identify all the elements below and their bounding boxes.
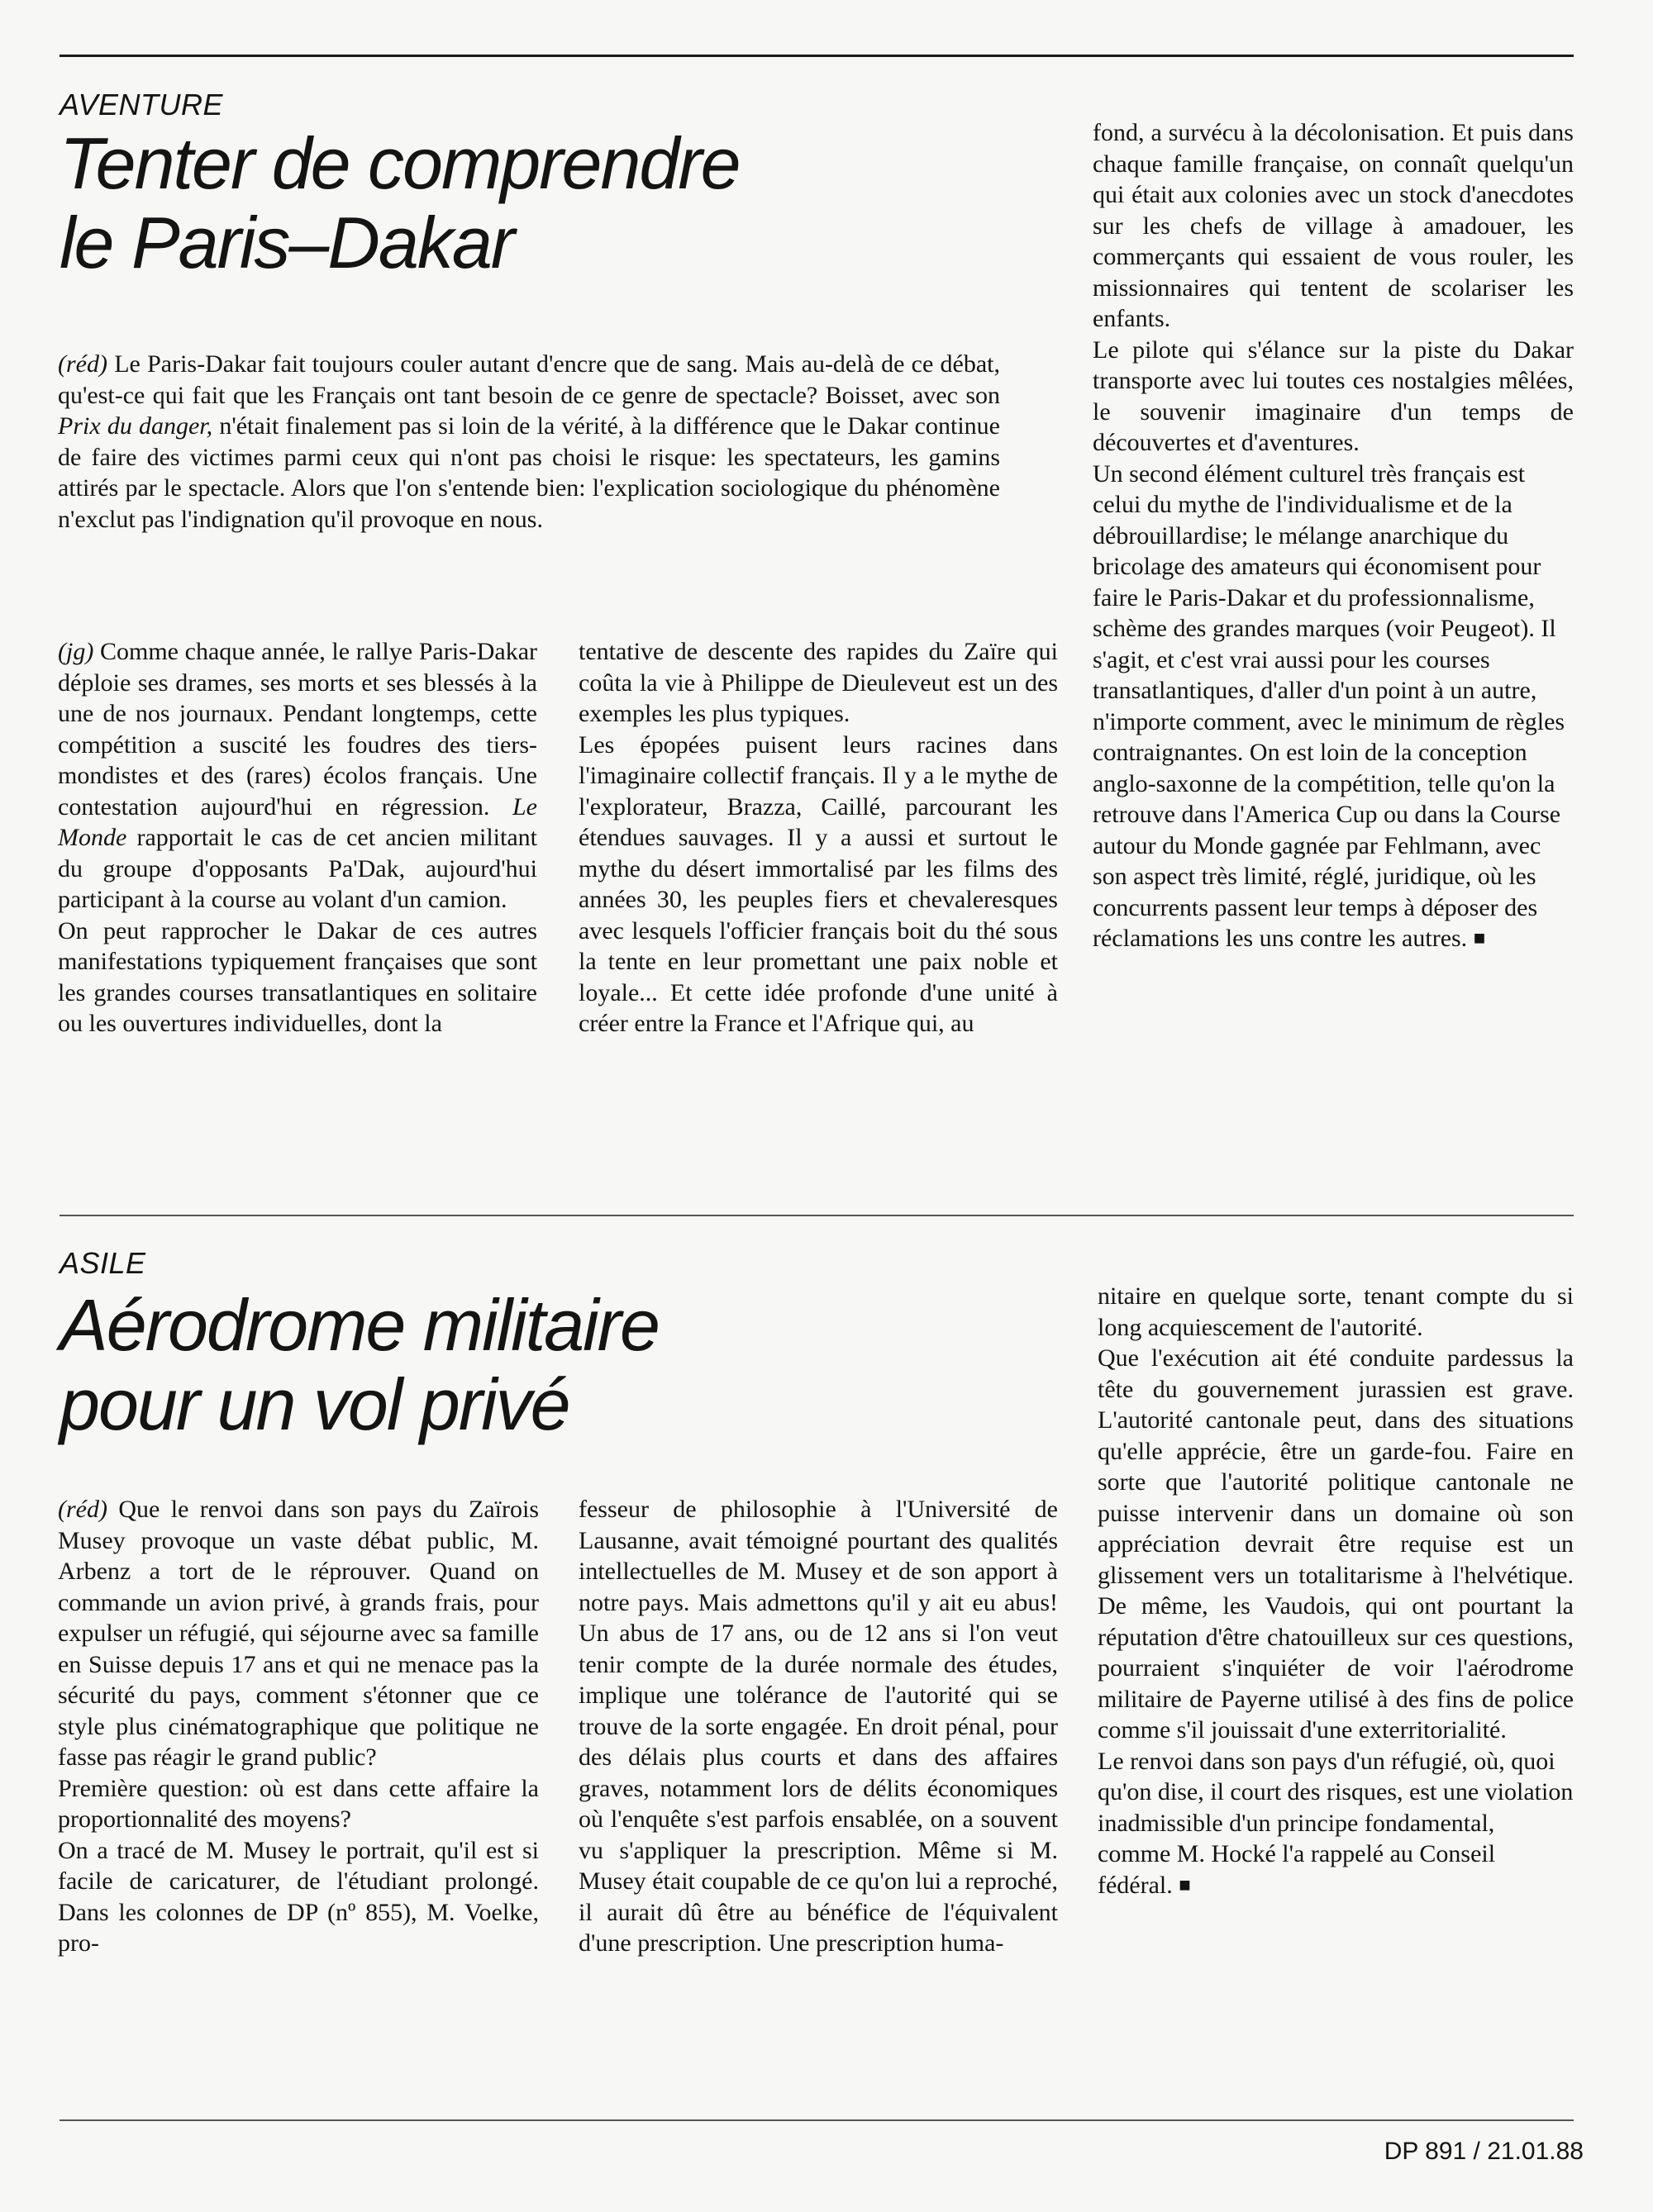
article2-col3-p1: nitaire en quelque sorte, tenant compte du si long acquiescement de l'autorité. bbox=[1098, 1282, 1574, 1341]
article1-column-3 bbox=[1093, 117, 1574, 955]
article2-col1-p1: Que le renvoi dans son pays du Zaïrois Musey provoque un vaste débat public, M. Arbenz a tort de le réprouver. Quand on commande un avion privé, à grands frais, pour expulser un réfugié, qui séjourne avec sa famille en Suisse depuis 17 ans et qui ne menace pas la sécurité du pays, comment s'étonner que ce style plus cinématographique que politique ne fasse pas réagir le grand public? bbox=[58, 1496, 539, 1771]
article2-title-line2: pour un vol privé bbox=[60, 1363, 569, 1445]
end-mark-icon: ■ bbox=[1473, 928, 1486, 949]
end-mark-icon: ■ bbox=[1179, 1874, 1191, 1896]
article2-column-3 bbox=[1098, 1281, 1574, 1901]
article2-col3-p3: Le renvoi dans son pays d'un réfugié, où, quoi qu'on dise, il court des risques, est une violation inadmissible d'un principe fondamental, comme M. Hocké l'a rappelé au Conseil fédéral. bbox=[1098, 1747, 1574, 1899]
article1-col3-p2: Le pilote qui s'élance sur la piste du Dakar transporte avec lui toutes ces nostalgies mêlées, le souvenir imaginaire d'un temps de découvertes et d'aventures. bbox=[1093, 335, 1574, 456]
article1-col1-p1b: rapportait le cas de cet ancien militant du groupe d'opposants Pa'Dak, aujourd'hui participant à la course au volant d'un camion. bbox=[58, 824, 537, 913]
article2-col1-tag: (réd) bbox=[58, 1496, 107, 1523]
article1-intro-text-b: n'était finalement pas si loin de la vérité, à la différence que le Dakar continue de faire des victimes parmi ceux qui n'ont pas choisi le risque: les spectateurs, les gamins attirés par le spectacle. Alors que l'on s'entende bien: l'explication sociologique du phénomène n'exclut pas l'indignation qu'il provoque en nous. bbox=[58, 412, 1000, 533]
article1-col3-p3: Un second élément culturel très français est celui du mythe de l'individualisme et de la débrouillardise; le mélange anarchique du bricolage des amateurs qui économisent pour faire le Paris-Dakar et du professionnalisme, schème des grandes marques (voir Peugeot). Il s'agit, et c'est vrai aussi pour les courses transatlantiques, d'aller d'un point à un autre, n'importe comment, avec le minimum de règles contraignantes. On est loin de la conception anglo-saxonne de la compétition, telle qu'on la retrouve dans l'America Cup ou dans la Course autour du Monde gagnée par Fehlmann, avec son aspect très limité, réglé, juridique, où les concurrents passent leur temps à déposer des réclamations les uns contre les autres. bbox=[1093, 459, 1565, 952]
article2-col3-p2: Que l'exécution ait été conduite pardessus la tête du gouvernement jurassien est grave. L'autorité cantonale peut, dans des situations qu'elle apprécie, être un garde-fou. Faire en sorte que l'autorité politique cantonale ne puisse intervenir dans un domaine où son appréciation devrait être requise est un glissement vers un totalitarisme à l'helvétique. De même, les Vaudois, qui ont pourtant la réputation d'être chatouilleux sur ces questions, pourraient s'inquiéter de voir l'aérodrome militaire de Payerne utilisé à des fins de police comme s'il jouissait d'une exterritorialité. bbox=[1098, 1344, 1574, 1743]
article1-col1-italic: Le Monde bbox=[58, 792, 537, 851]
article1-title bbox=[60, 124, 740, 283]
article2-column-2 bbox=[579, 1494, 1058, 1959]
article1-intro bbox=[58, 349, 1000, 535]
article2-column-1 bbox=[58, 1494, 539, 1959]
section-divider bbox=[60, 1215, 1574, 1216]
bottom-rule bbox=[60, 2119, 1574, 2121]
article1-column-1 bbox=[58, 636, 537, 1039]
article1-title-line2: le Paris–Dakar bbox=[60, 202, 514, 283]
article2-col2-p1: fesseur de philosophie à l'Université de Lausanne, avait témoigné pourtant des qualités intellectuelles de M. Musey et de son apport à notre pays. Mais admettons qu'il y ait eu abus! Un abus de 17 ans, ou de 12 ans si l'on veut tenir compte de la durée normale des études, implique une tolérance de l'autorité qui se trouve de la sorte engagée. En droit pénal, pour des délais plus courts et dans des affaires graves, notamment lors de délits économiques où l'enquête s'est parfois ensablée, on a souvent vu s'appliquer la prescription. Même si M. Musey était coupable de ce qu'on lui a reproché, il aurait dû être au bénéfice de l'équivalent d'une prescription. Une prescription huma- bbox=[579, 1496, 1058, 1957]
article2-title-line1: Aérodrome militaire bbox=[60, 1284, 659, 1366]
article1-intro-tag: (réd) bbox=[58, 350, 107, 378]
article1-column-2 bbox=[579, 636, 1058, 1039]
article1-col2-p1: tentative de descente des rapides du Zaïre qui coûta la vie à Philippe de Dieuleveut est un des exemples les plus typiques. bbox=[579, 638, 1058, 727]
article2-title bbox=[60, 1286, 659, 1444]
article1-intro-text-a: Le Paris-Dakar fait toujours couler autant d'encre que de sang. Mais au-delà de ce débat, qu'est-ce qui fait que les Français ont tant besoin de ce genre de spectacle? Boisset, avec son bbox=[58, 350, 1000, 409]
article2-col1-p2: Première question: où est dans cette affaire la proportionnalité des moyens? bbox=[58, 1774, 539, 1833]
article1-col3-p1: fond, a survécu à la décolonisation. Et puis dans chaque famille française, on connaît quelqu'un qui était aux colonies avec un stock d'anecdotes sur les chefs de village à amadouer, les commerçants qui essaient de vous rouler, les missionnaires qui tentent de scolariser les enfants. bbox=[1093, 119, 1574, 332]
article2-kicker: ASILE bbox=[60, 1246, 146, 1280]
issue-footer: DP 891 / 21.01.88 bbox=[1384, 2138, 1584, 2165]
article1-kicker: AVENTURE bbox=[60, 88, 224, 121]
article1-col1-tag: (jg) bbox=[58, 638, 94, 665]
article2-col1-p3: On a tracé de M. Musey le portrait, qu'il est si facile de caricaturer, de l'étudiant prolongé. Dans les colonnes de DP (nº 855), M. Voelke, pro- bbox=[58, 1836, 539, 1957]
article1-col2-p2: Les épopées puisent leurs racines dans l'imaginaire collectif français. Il y a le mythe de l'explorateur, Brazza, Caillé, parcourant les étendues sauvages. Il y a aussi et surtout le mythe du désert immortalisé par les films des années 30, les peuples fiers et chevaleresques avec lesquels l'officier français boit du thé sous la tente en leur promettant une paix noble et loyale... Et cette idée profonde d'une unité à créer entre la France et l'Afrique qui, au bbox=[579, 730, 1058, 1037]
article1-col1-p1a: Comme chaque année, le rallye Paris-Dakar déploie ses drames, ses morts et ses blessés à la une de nos journaux. Pendant longtemps, cette compétition a suscité les foudres des tiers-mondistes et des (rares) écolos français. Une contestation aujourd'hui en régression. bbox=[58, 638, 537, 821]
article1-col1-p2: On peut rapprocher le Dakar de ces autres manifestations typiquement françaises que sont les grandes courses transatlantiques en solitaire ou les ouvertures individuelles, dont la bbox=[58, 916, 537, 1037]
article1-intro-italic: Prix du danger, bbox=[58, 412, 213, 440]
top-rule bbox=[60, 55, 1574, 57]
article1-title-line1: Tenter de comprendre bbox=[60, 122, 740, 204]
